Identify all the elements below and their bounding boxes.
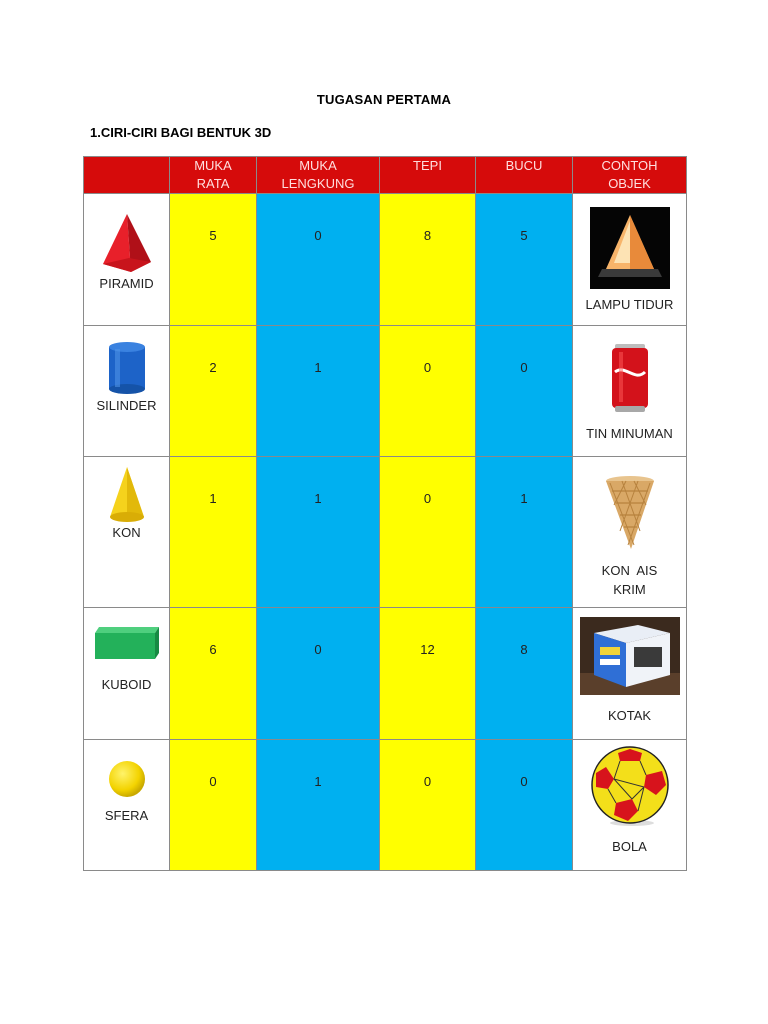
tepi-value: 0 xyxy=(380,740,476,871)
table-row xyxy=(84,326,687,457)
soda-can-icon xyxy=(609,342,651,414)
table-row xyxy=(84,457,687,608)
tepi-value: 0 xyxy=(380,457,476,608)
pyramid-icon xyxy=(99,212,155,274)
shape-properties-table xyxy=(83,156,687,871)
shape-label: KON xyxy=(112,525,141,540)
shape-cell-piramid xyxy=(84,194,170,326)
header-tepi: TEPI xyxy=(380,157,476,194)
cone-icon xyxy=(107,465,147,525)
header-bucu: BUCU xyxy=(476,157,573,194)
ice-cream-cone-icon xyxy=(604,475,656,551)
shape-cell-kon xyxy=(84,457,170,608)
example-cell-kotak xyxy=(573,608,687,740)
sphere-icon xyxy=(107,759,147,799)
box-icon xyxy=(580,617,680,695)
bucu-value: 5 xyxy=(476,194,573,326)
muka-rata-value: 0 xyxy=(170,740,257,871)
muka-lengkung-value: 1 xyxy=(257,740,380,871)
shape-cell-silinder xyxy=(84,326,170,457)
example-label: KON AIS xyxy=(601,563,658,578)
shape-label: PIRAMID xyxy=(99,276,154,291)
example-label: BOLA xyxy=(612,839,647,854)
cuboid-icon xyxy=(93,623,161,661)
example-cell-tin-minuman xyxy=(573,326,687,457)
shape-label: KUBOID xyxy=(101,677,152,692)
example-cell-kon-ais-krim xyxy=(573,457,687,608)
salt-lamp-icon xyxy=(590,207,670,289)
header-muka-rata: MUKA RATA xyxy=(170,157,257,194)
muka-lengkung-value: 0 xyxy=(257,194,380,326)
muka-rata-value: 2 xyxy=(170,326,257,457)
shape-label: SILINDER xyxy=(96,398,157,413)
example-label: KOTAK xyxy=(607,708,652,723)
shape-cell-sfera xyxy=(84,740,170,871)
tepi-value: 12 xyxy=(380,608,476,740)
header-contoh-objek: CONTOH OBJEK xyxy=(573,157,687,194)
muka-rata-value: 1 xyxy=(170,457,257,608)
muka-rata-value: 5 xyxy=(170,194,257,326)
ball-icon xyxy=(590,745,670,827)
example-cell-lampu-tidur xyxy=(573,194,687,326)
bucu-value: 8 xyxy=(476,608,573,740)
table-row xyxy=(84,194,687,326)
bucu-value: 1 xyxy=(476,457,573,608)
example-label: TIN MINUMAN xyxy=(586,426,673,441)
tepi-value: 8 xyxy=(380,194,476,326)
table-row xyxy=(84,740,687,871)
section-heading: 1.CIRI-CIRI BAGI BENTUK 3D xyxy=(90,125,272,140)
table-row xyxy=(84,608,687,740)
tepi-value: 0 xyxy=(380,326,476,457)
muka-rata-value: 6 xyxy=(170,608,257,740)
muka-lengkung-value: 1 xyxy=(257,326,380,457)
bucu-value: 0 xyxy=(476,326,573,457)
header-muka-lengkung: MUKA LENGKUNG xyxy=(257,157,380,194)
table-header-row xyxy=(84,157,687,194)
example-cell-bola xyxy=(573,740,687,871)
example-label-line2: KRIM xyxy=(613,582,646,597)
cylinder-icon xyxy=(107,341,147,395)
header-shape xyxy=(84,157,170,194)
bucu-value: 0 xyxy=(476,740,573,871)
muka-lengkung-value: 0 xyxy=(257,608,380,740)
shape-label: SFERA xyxy=(104,808,149,823)
example-label: LAMPU TIDUR xyxy=(585,297,674,312)
shape-cell-kuboid xyxy=(84,608,170,740)
document-title: TUGASAN PERTAMA xyxy=(316,92,452,107)
muka-lengkung-value: 1 xyxy=(257,457,380,608)
